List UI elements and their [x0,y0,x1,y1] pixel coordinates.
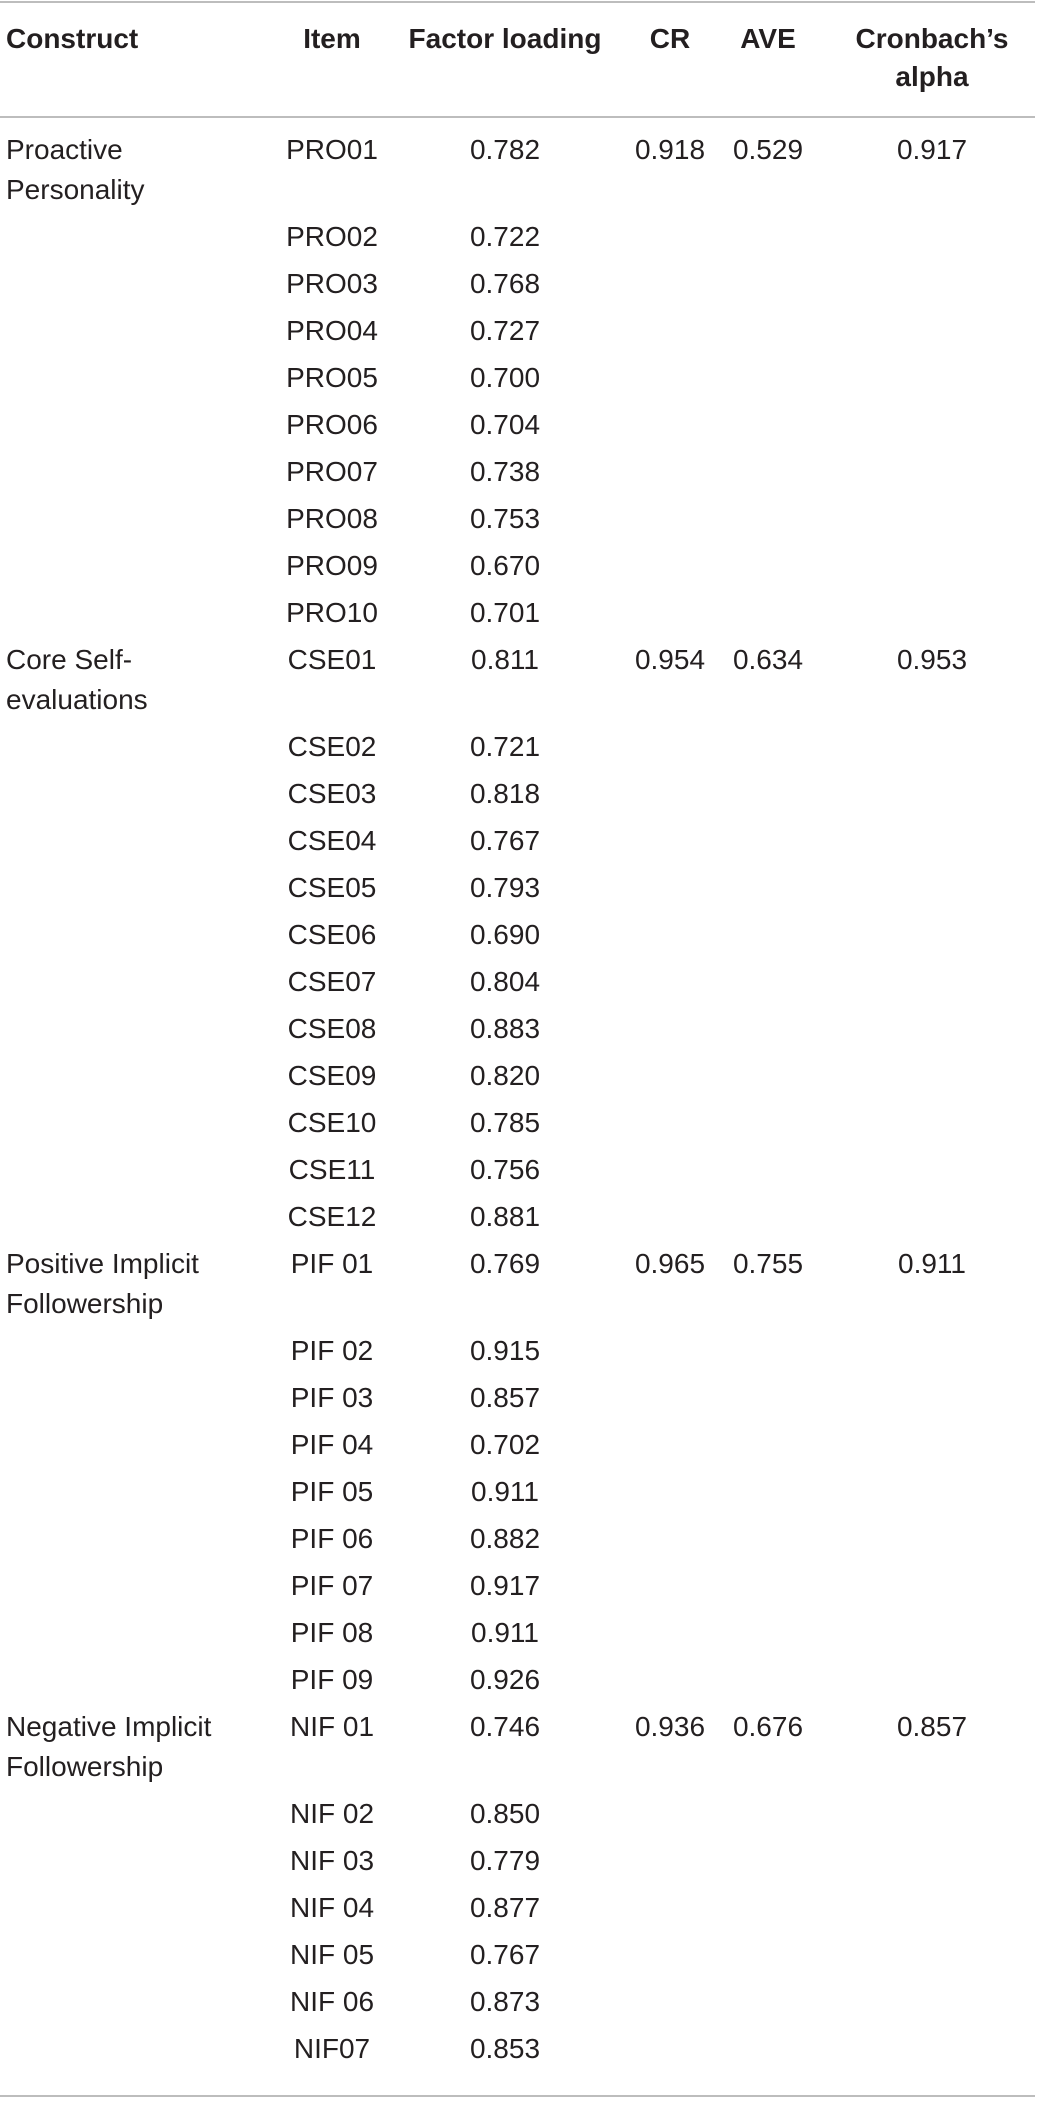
cell-construct: Negative Implicit Followership [6,1711,212,1782]
cell-loading: 0.753 [469,503,541,534]
cell-loading: 0.882 [469,1523,541,1554]
header-factor-loading: Factor loading [408,23,602,54]
header-construct: Construct [6,23,139,54]
cell-loading: 0.690 [469,919,541,950]
cell-loading: 0.768 [469,268,541,299]
cell-loading: 0.700 [469,362,541,393]
cell-loading: 0.881 [469,1201,541,1232]
cell-item: PIF 04 [290,1429,374,1460]
cell-ave: 0.755 [732,1248,804,1279]
cell-item: PRO08 [286,503,378,534]
cell-item: NIF 04 [289,1892,375,1923]
table-header [0,0,1035,116]
header-item: Item [303,23,361,54]
cell-loading: 0.911 [471,1617,539,1648]
cell-loading: 0.818 [469,778,541,809]
cell-cr: 0.936 [634,1711,706,1742]
cell-loading: 0.793 [469,872,541,903]
header-rule [0,116,1035,118]
cell-item: PRO01 [286,134,378,165]
cell-loading: 0.722 [469,221,541,252]
cell-construct: Core Self-evaluations [6,644,148,715]
cell-item: CSE04 [287,825,377,856]
cell-construct: Proactive Personality [6,134,145,205]
cell-item: PIF 09 [290,1664,374,1695]
cell-item: CSE06 [287,919,377,950]
cell-item: NIF 01 [289,1711,375,1742]
cell-item: CSE11 [288,1154,376,1185]
cell-ave: 0.529 [732,134,804,165]
header-cronbachs-alpha: Cronbach’s alpha [855,23,1009,92]
cell-loading: 0.915 [469,1335,541,1366]
cell-alpha: 0.953 [896,644,968,675]
cell-loading: 0.850 [469,1798,541,1829]
cell-item: CSE08 [287,1013,377,1044]
cell-item: PRO10 [286,597,378,628]
cell-loading: 0.767 [469,1939,541,1970]
cell-item: CSE03 [287,778,377,809]
cell-loading: 0.911 [471,1476,539,1507]
cell-item: NIF 02 [289,1798,375,1829]
cell-item: PRO02 [286,221,378,252]
cell-cr: 0.965 [634,1248,706,1279]
cell-loading: 0.785 [469,1107,541,1138]
cell-loading: 0.877 [469,1892,541,1923]
cell-item: NIF07 [293,2033,371,2064]
cell-item: PIF 02 [290,1335,374,1366]
cell-item: CSE01 [287,644,377,675]
cell-loading: 0.756 [469,1154,541,1185]
cell-item: PRO04 [286,315,378,346]
cell-item: CSE09 [287,1060,377,1091]
cell-loading: 0.769 [469,1248,541,1279]
cell-item: PIF 01 [290,1248,374,1279]
cell-loading: 0.820 [469,1060,541,1091]
cell-item: PIF 07 [290,1570,374,1601]
cell-item: PRO05 [286,362,378,393]
cell-loading: 0.883 [469,1013,541,1044]
cell-loading: 0.670 [469,550,541,581]
header-ave: AVE [740,23,796,54]
cell-alpha: 0.911 [898,1248,966,1279]
cell-item: PRO07 [286,456,378,487]
cell-loading: 0.767 [469,825,541,856]
cell-item: NIF 05 [289,1939,375,1970]
cell-ave: 0.634 [732,644,804,675]
cell-loading: 0.804 [469,966,541,997]
cell-loading: 0.917 [469,1570,541,1601]
cell-item: PRO06 [286,409,378,440]
cell-loading: 0.873 [469,1986,541,2017]
cell-ave: 0.676 [732,1711,804,1742]
cell-item: PIF 08 [290,1617,374,1648]
cell-cr: 0.954 [634,644,706,675]
cell-loading: 0.746 [469,1711,541,1742]
cell-item: CSE12 [287,1201,377,1232]
cell-loading: 0.721 [469,731,541,762]
cell-loading: 0.738 [469,456,541,487]
cell-loading: 0.727 [469,315,541,346]
cell-loading: 0.701 [469,597,541,628]
cell-loading: 0.853 [469,2033,541,2064]
cell-item: PIF 03 [290,1382,374,1413]
cell-item: CSE10 [287,1107,377,1138]
cell-item: PRO09 [286,550,378,581]
cell-item: PRO03 [286,268,378,299]
table-bottom-rule [0,2095,1035,2097]
cell-item: CSE02 [287,731,377,762]
cell-loading: 0.702 [469,1429,541,1460]
cell-loading: 0.811 [471,644,539,675]
cell-loading: 0.857 [469,1382,541,1413]
cell-alpha: 0.857 [896,1711,968,1742]
cell-loading: 0.779 [469,1845,541,1876]
cell-construct: Positive Implicit Followership [6,1248,199,1319]
cell-loading: 0.782 [469,134,541,165]
cell-item: NIF 03 [289,1845,375,1876]
cell-loading: 0.926 [469,1664,541,1695]
cell-cr: 0.918 [634,134,706,165]
cell-item: CSE07 [287,966,377,997]
cell-item: CSE05 [287,872,377,903]
cell-item: PIF 06 [290,1523,374,1554]
header-cr: CR [649,23,691,54]
cell-item: NIF 06 [289,1986,375,2017]
cell-item: PIF 05 [290,1476,374,1507]
cell-alpha: 0.917 [896,134,968,165]
cell-loading: 0.704 [469,409,541,440]
